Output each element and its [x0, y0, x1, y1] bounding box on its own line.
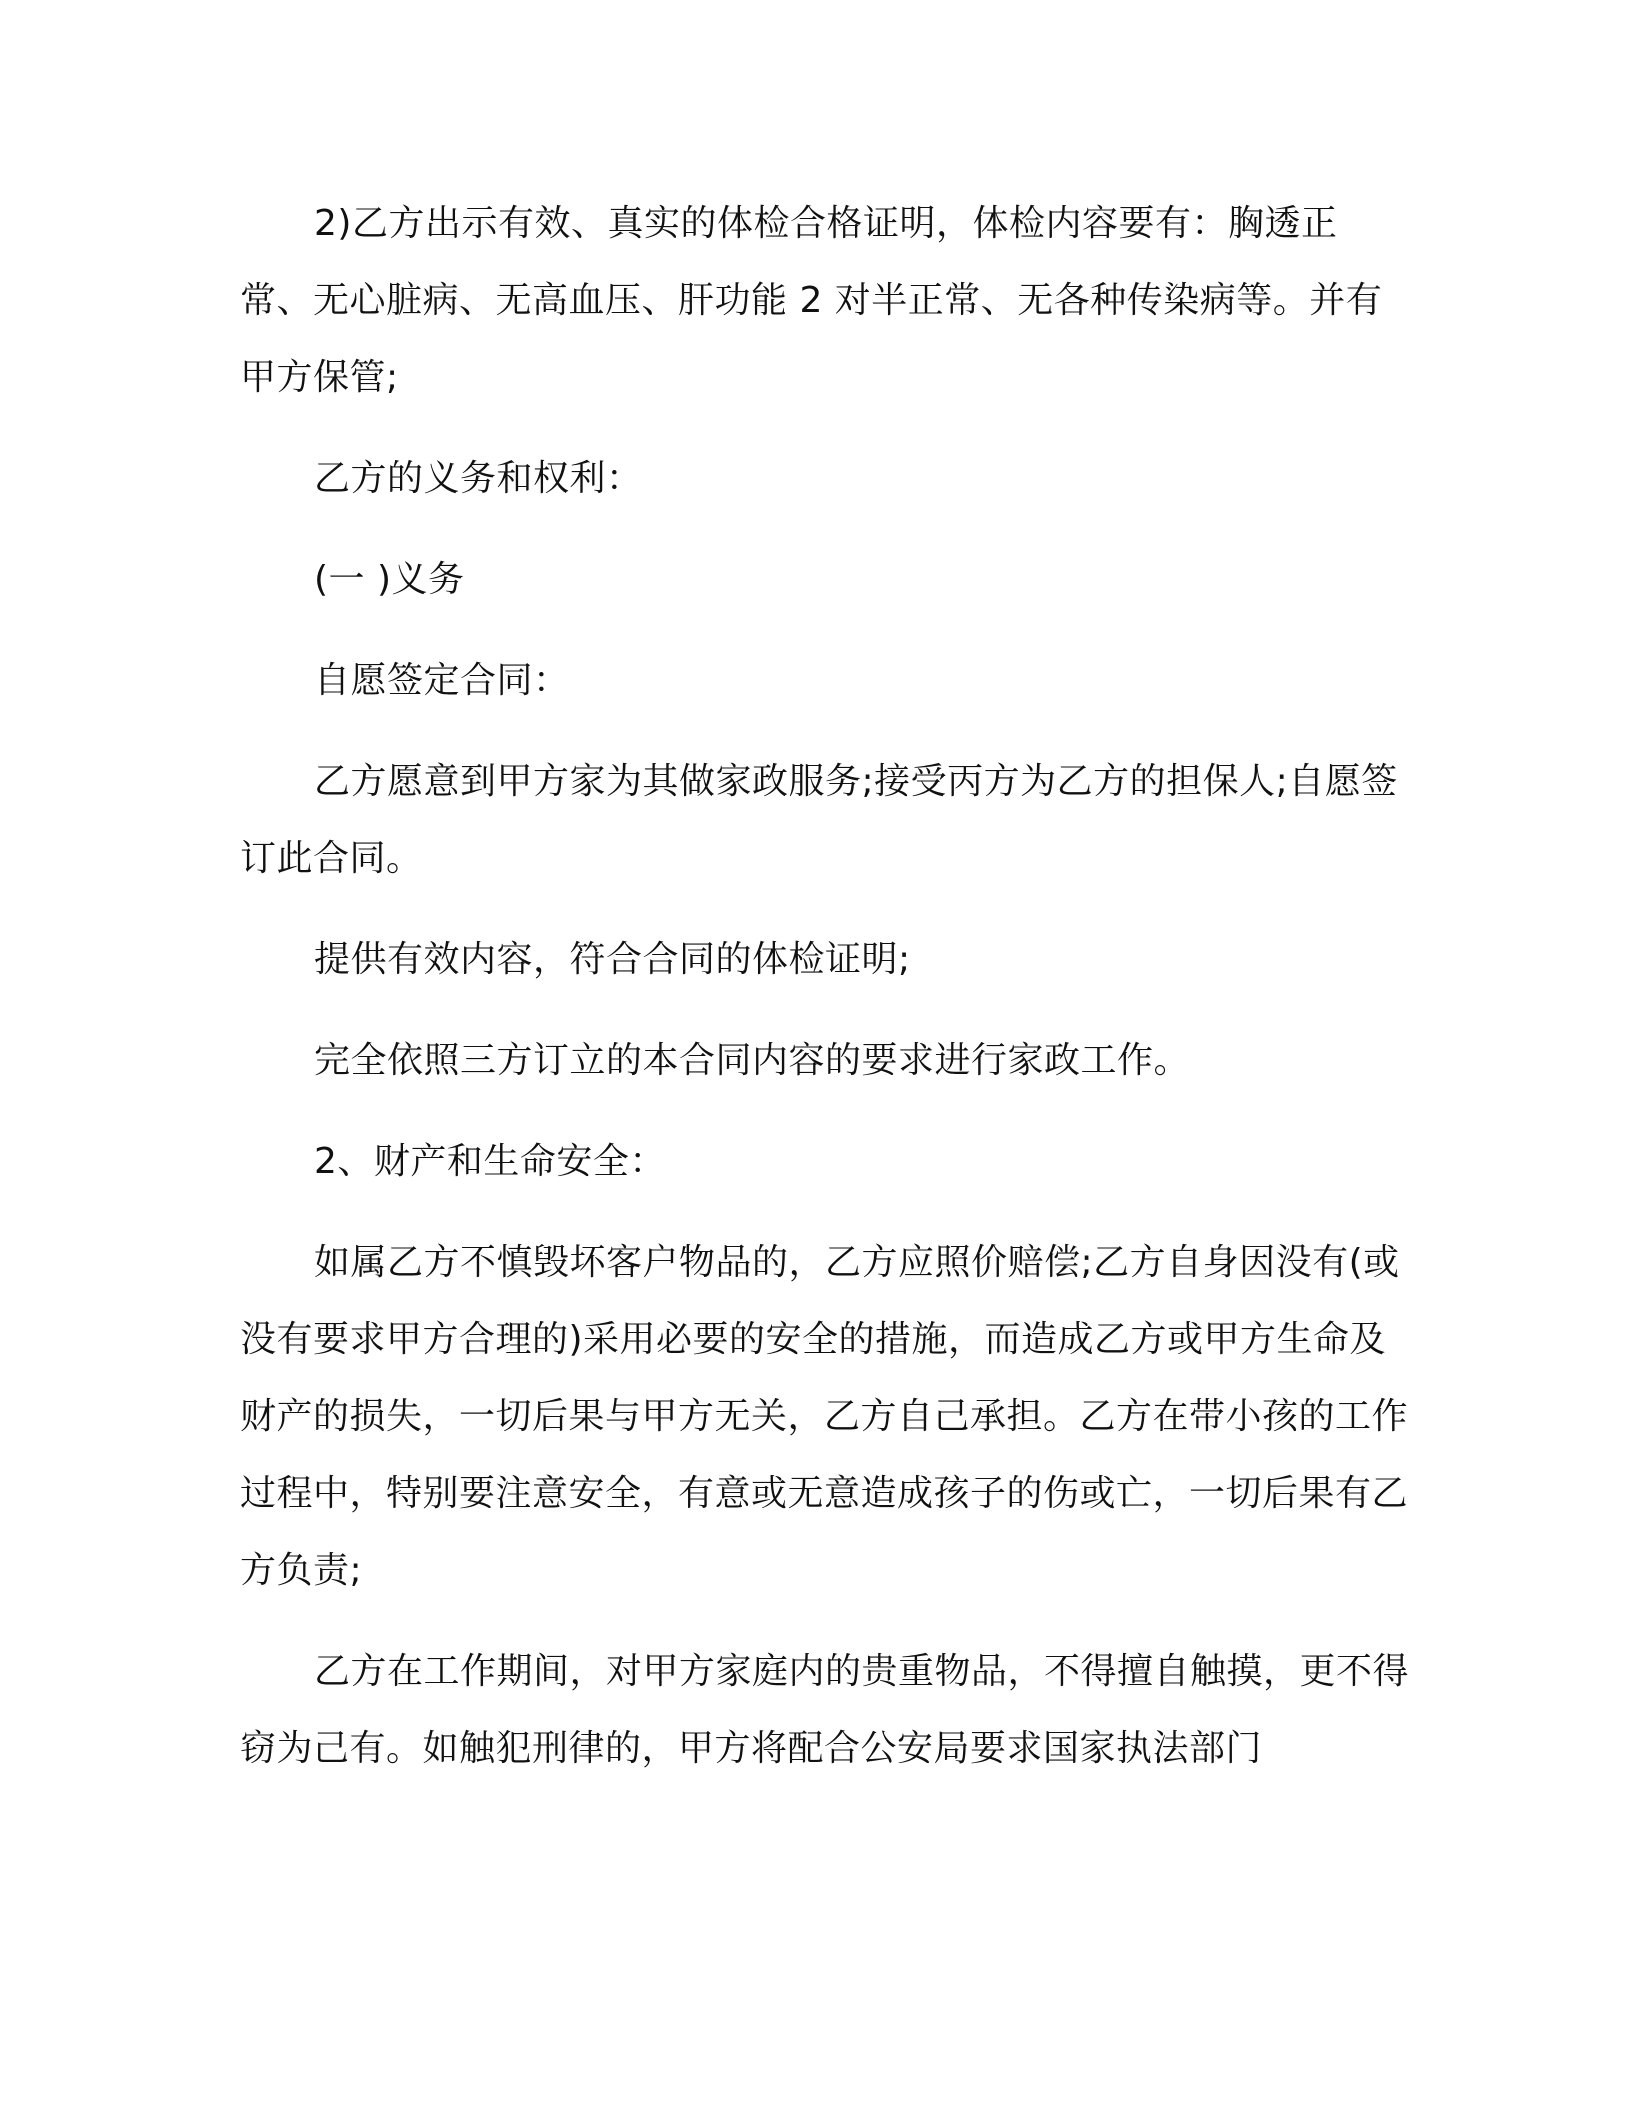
document-body: [240, 185, 1410, 1811]
paragraph-health-certificate: 2)乙方出示有效、真实的体检合格证明，体检内容要有：胸透正常、无心脏病、无高血压、肝功能 2 对半正常、无各种传染病等。并有甲方保管;: [240, 203, 1383, 398]
paragraph-provide-certificate: 提供有效内容，符合合同的体检证明;: [314, 939, 911, 980]
paragraph-valuables: 乙方在工作期间，对甲方家庭内的贵重物品，不得擅自触摸，更不得窃为己有。如触犯刑律的，甲方将配合公安局要求国家执法部门: [240, 1651, 1410, 1769]
paragraph-voluntary-contract-heading: 自愿签定合同：: [314, 660, 570, 701]
paragraph-safety-heading: 2、财产和生命安全：: [314, 1141, 666, 1182]
paragraph-safety-liability: 如属乙方不慎毁坏客户物品的，乙方应照价赔偿;乙方自身因没有(或没有要求甲方合理的)采用必要的安全的措施，而造成乙方或甲方生命及财产的损失，一切后果与甲方无关，乙方自己承担。乙方在带小孩的工作过程中，特别要注意安全，有意或无意造成孩子的伤或亡，一切后果有乙方负责;: [240, 1242, 1409, 1591]
paragraph-follow-contract: 完全依照三方订立的本合同内容的要求进行家政工作。: [314, 1040, 1191, 1081]
paragraph-obligations-heading: (一 )义务: [314, 559, 465, 600]
paragraph-obligations-rights-heading: 乙方的义务和权利：: [314, 458, 643, 499]
paragraph-voluntary-contract: 乙方愿意到甲方家为其做家政服务;接受丙方为乙方的担保人;自愿签订此合同。: [240, 761, 1398, 879]
